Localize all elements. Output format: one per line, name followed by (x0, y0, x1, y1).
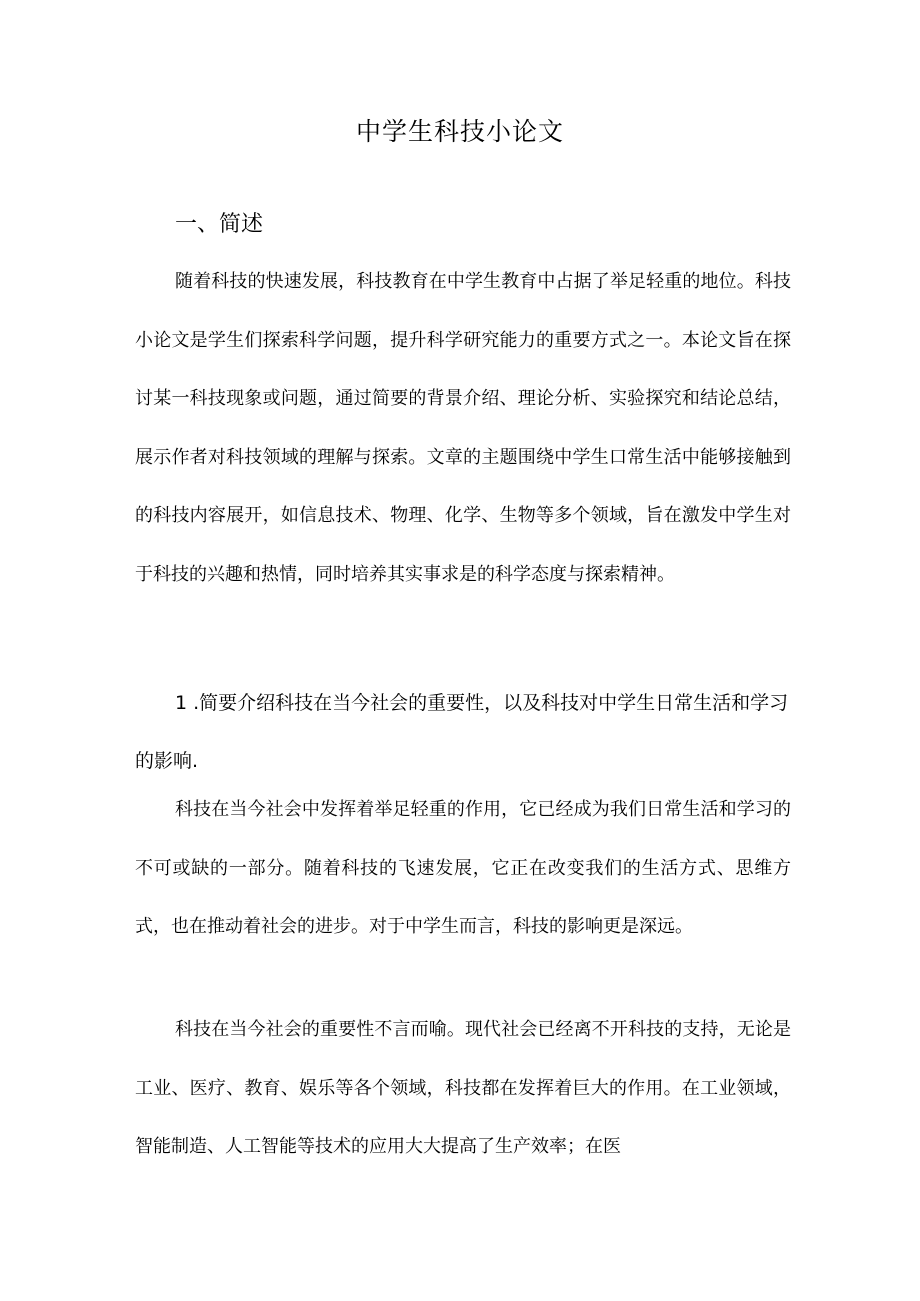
subheading-importance: 1 .简要介绍科技在当今社会的重要性，以及科技对中学生日常生活和学习的影响. (135, 692, 789, 772)
section-heading: 一、简述 (175, 212, 264, 237)
document-title: 中学生科技小论文 (355, 117, 564, 146)
paragraph-tech-importance: 科技在当今社会的重要性不言而喻。现代社会已经离不开科技的支持，无论是工业、医疗、教育、娱乐等各个领域，科技都在发挥着巨大的作用。在工业领域，智能制造、人工智能等技术的应用大大提高了生产效率；在医 (135, 1019, 791, 1158)
paragraph-intro: 随着科技的快速发展，科技教育在中学生教育中占据了举足轻重的地位。科技小论文是学生们探索科学问题，提升科学研究能力的重要方式之一。本论文旨在探讨某一科技现象或问题，通过简要的背景介绍、理论分析、实验探究和结论总结，展示作者对科技领域的理解与探索。文章的主题围绕中学生口常生活中能够接触到的科技内容展开，如信息技术、物理、化学、生物等多个领域，旨在激发中学生对于科技的兴趣和热情，同时培养其实事求是的科学态度与探索精神。 (135, 271, 791, 585)
paragraph-tech-role: 科技在当今社会中发挥着举足轻重的作用，它已经成为我们日常生活和学习的不可或缺的一部分。随着科技的飞速发展，它正在改变我们的生活方式、思维方式，也在推动着社会的进步。对于中学生而言，科技的影响更是深远。 (135, 799, 791, 938)
